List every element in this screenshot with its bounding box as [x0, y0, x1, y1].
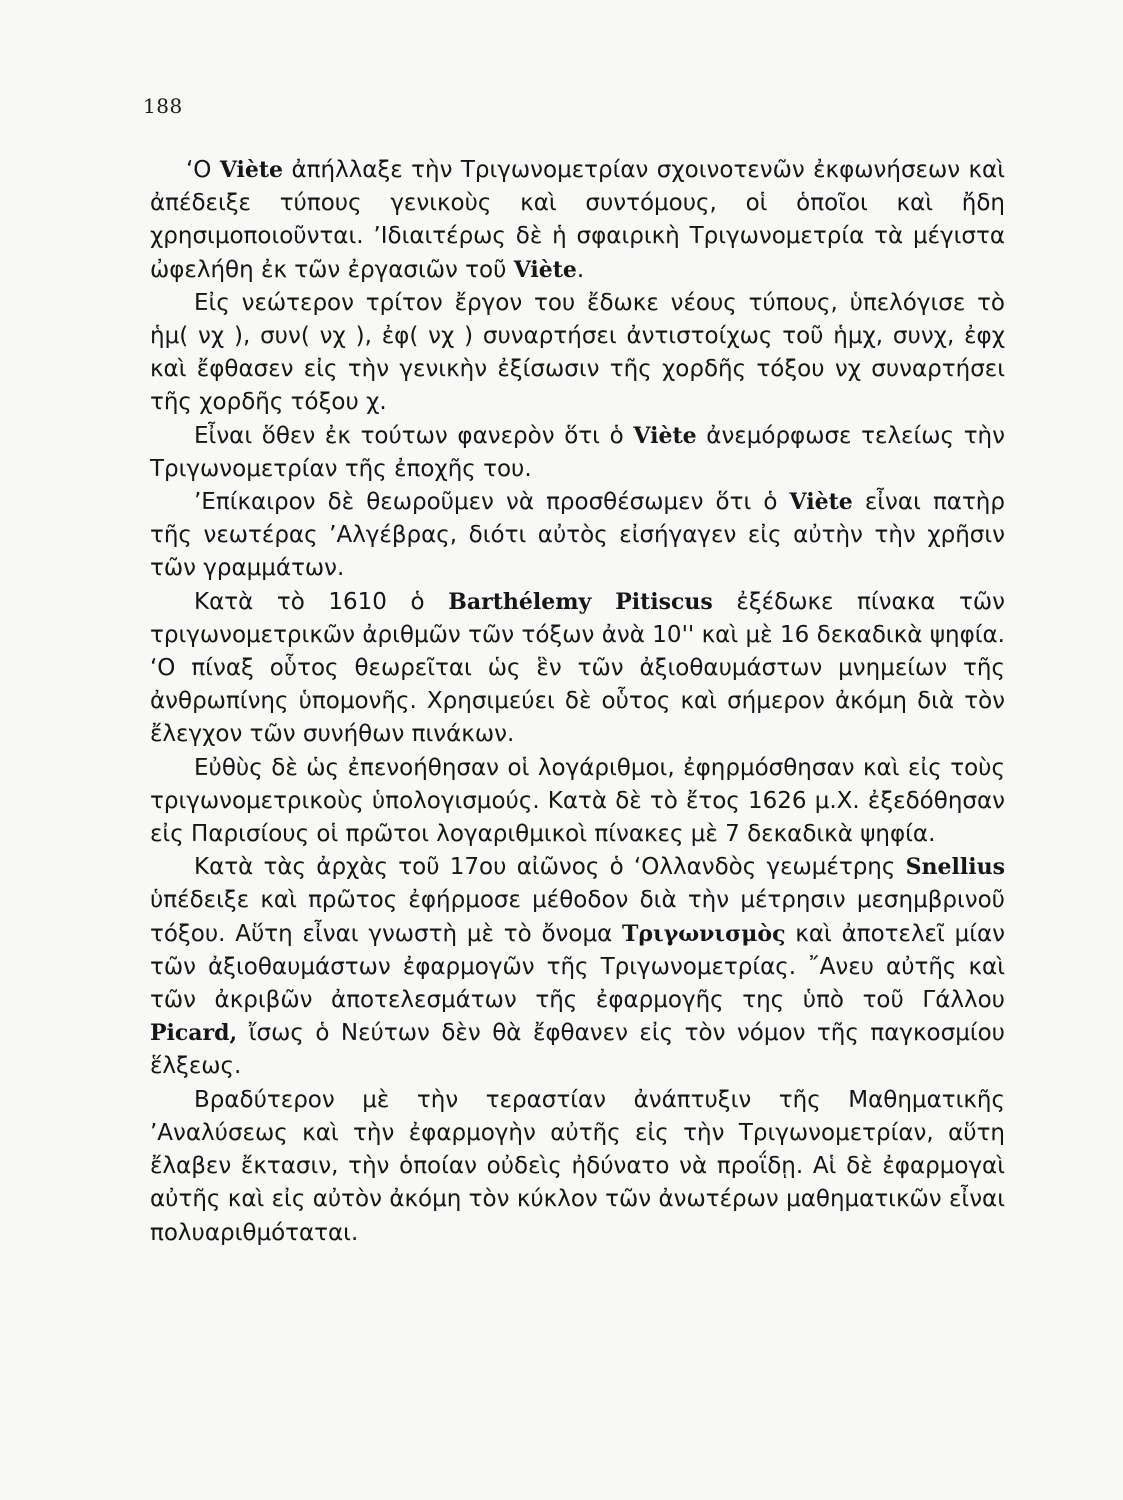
emphasized-name: Viète	[219, 157, 284, 183]
text-run: ἀνεμόρφωσε τελείως τὴν Τριγωνομετρίαν τῆς ἐποχῆς του.	[150, 422, 1005, 482]
paragraph	[150, 420, 1005, 486]
paragraph	[150, 586, 1005, 752]
emphasized-name: Viète	[633, 422, 697, 449]
text-run: Βραδύτερον μὲ τὴν τεραστίαν ἀνάπτυξιν τῆς Μαθηματικῆς ’Αναλύσεως καὶ τὴν ἐφαρμογὴν αὐτῆς εἰς τὴν Τριγωνομετρίαν, αὕτη ἔλαβεν ἔκτασιν, τὴν ὁποίαν οὐδεὶς ἠδύνατο νὰ προΐδῃ. Αἱ δὲ ἐφαρμογαὶ αὐτῆς καὶ εἰς αὐτὸν ἀκόμη τὸν κύκλον τῶν ἀνωτέρων μαθηματικῶν εἶναι πολυαριθμόταται.	[150, 1086, 1005, 1246]
text-run: ἴσως ὁ Νεύτων δὲν θὰ ἔφθανεν εἰς τὸν νόμον τῆς παγκοσμίου ἕλξεως.	[150, 1020, 1005, 1080]
emphasized-name: Τριγωνισμὸς	[622, 920, 786, 947]
page-number: 188	[143, 94, 183, 118]
text-run: ὑπέδειξε καὶ πρῶτος ἐφήρμοσε μέθοδον διὰ τὴν μέτρησιν μεσημβρινοῦ τόξου. Αὕτη εἶναι γνωστὴ μὲ τὸ ὄνομα	[150, 887, 1005, 947]
emphasized-name: Viète	[513, 256, 577, 283]
paragraph	[150, 154, 1005, 287]
emphasized-name: Picard,	[150, 1020, 238, 1047]
paragraph	[150, 752, 1005, 852]
emphasized-name: Barthélemy Pitiscus	[448, 588, 713, 615]
text-run: εἶναι πατὴρ τῆς νεωτέρας ’Αλγέβρας, διότι αὐτὸς εἰσήγαγεν εἰς αὐτὴν τὴν χρῆσιν τῶν γραμμάτων.	[150, 489, 1005, 582]
paragraph	[150, 851, 1005, 1083]
emphasized-name: Snellius	[905, 854, 1005, 881]
text-run: Εἶναι ὅθεν ἐκ τούτων φανερὸν ὅτι ὁ	[194, 422, 634, 449]
paragraph	[150, 287, 1005, 420]
text-run: Κατὰ τὸ 1610 ὁ	[194, 588, 449, 615]
text-run: Κατὰ τὰς ἀρχὰς τοῦ 17ου αἰῶνος ὁ ‘Ολλανδὸς γεωμέτρης	[194, 854, 906, 881]
text-run: ἀπήλλαξε τὴν Τριγωνομετρίαν σχοινοτενῶν ἐκφωνήσεων καὶ ἀπέδειξε τύπους γενικοὺς καὶ συντόμους, οἱ ὁποῖοι καὶ ἤδη χρησιμοποιοῦνται. ’Ιδιαιτέρως δὲ ἡ σφαιρικὴ Τριγωνομετρία τὰ μέγιστα ὠφελήθη ἐκ τῶν ἐργασιῶν τοῦ	[150, 157, 1005, 283]
paragraph	[150, 1084, 1005, 1250]
paragraph	[150, 486, 1005, 586]
text-run: .	[576, 256, 585, 283]
text-run: Εὐθὺς δὲ ὡς ἐπενοήθησαν οἱ λογάριθμοι, ἐφηρμόσθησαν καὶ εἰς τοὺς τριγωνομετρικοὺς ὑπολογισμούς. Κατὰ δὲ τὸ ἔτος 1626 μ.Χ. ἐξεδόθησαν εἰς Παρισίους οἱ πρῶτοι λογαριθμικοὶ πίνακες μὲ 7 δεκαδικὰ ψηφία.	[150, 754, 1005, 848]
text-run: καὶ ἀποτελεῖ μίαν τῶν ἀξιοθαυμάστων ἐφαρμογῶν τῆς Τριγωνομετρίας. ῎Ανευ αὐτῆς καὶ τῶν ἀκριβῶν ἀποτελεσμάτων τῆς ἐφαρμογῆς της ὑπὸ τοῦ Γάλλου	[150, 920, 1005, 1014]
text-run: Εἰς νεώτερον τρίτον ἔργον του ἔδωκε νέους τύπους, ὑπελόγισε τὸ ἡμ( νχ ), συν( νχ ), ἐφ( νχ ) συναρτήσει ἀντιστοίχως τοῦ ἡμχ, συνχ, ἐφχ καὶ ἔφθασεν εἰς τὴν γενικὴν ἐξίσωσιν τῆς χορδῆς τόξου νχ συναρτήσει τῆς χορδῆς τόξου χ.	[150, 289, 1005, 416]
text-run: ἐξέδωκε πίνακα τῶν τριγωνομετρικῶν ἀριθμῶν τῶν τόξων ἀνὰ 10'' καὶ μὲ 16 δεκαδικὰ ψηφία. ‘Ο πίναξ οὗτος θεωρεῖται ὡς ἓν τῶν ἀξιοθαυμάστων μνημείων τῆς ἀνθρωπίνης ὑπομονῆς. Χρησιμεύει δὲ οὗτος καὶ σήμερον ἀκόμη διὰ τὸν ἔλεγχον τῶν συνήθων πινάκων.	[150, 588, 1005, 748]
text-run: ‘Ο	[186, 157, 220, 183]
text-run: ’Επίκαιρον δὲ θεωροῦμεν νὰ προσθέσωμεν ὅτι ὁ	[194, 489, 790, 516]
body-text	[150, 154, 1005, 1250]
emphasized-name: Viète	[789, 489, 853, 516]
